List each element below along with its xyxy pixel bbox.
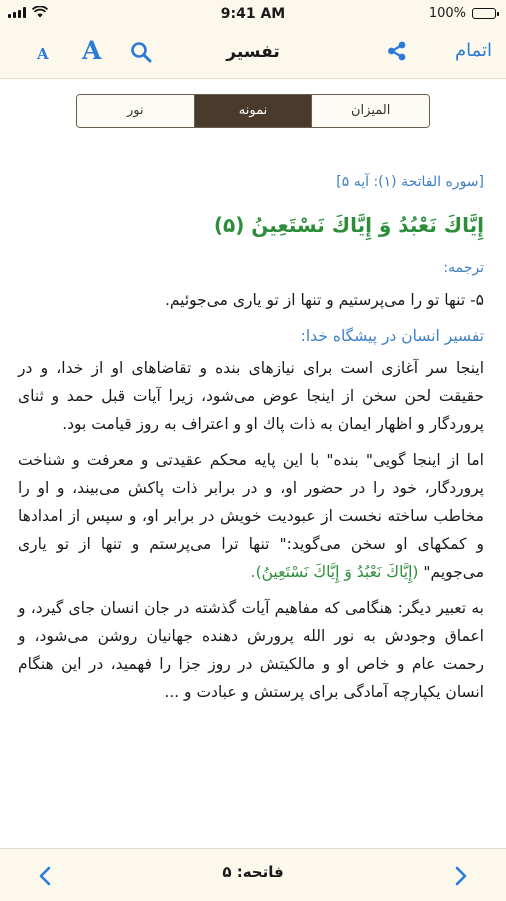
tab-noor[interactable]: نور [77, 95, 194, 127]
font-increase-button[interactable]: A [82, 36, 102, 65]
bottom-navigation-bar [0, 848, 506, 901]
sura-reference: [سوره الفاتحة (۱): آیه ۵] [336, 174, 484, 190]
page-title: تفسیر [226, 42, 280, 62]
translation-label: ترجمه: [443, 260, 484, 276]
share-icon [386, 40, 408, 62]
translation-text: ۵- تنها تو را می‌پرستیم و تنها از تو یاری می‌جوئیم. [164, 291, 484, 309]
paragraph [18, 446, 484, 586]
paragraph-text: اما از اینجا گویی" بنده" با این پایه محکم عقیدتی و معرفت و شناخت پروردگار، خود را در حضور او، و در برابر ذات پاکش می‌بیند، و او را مخاطب ساخته نخست از عبودیت خویش در برابر او، و سپس از امدادها و کمکهای او سخن می‌گوید:" تنها ترا می‌پرستم و تنها از تو یاری می‌جویم" [18, 451, 484, 581]
paragraph: اینجا سر آغازی است برای نیازهای بنده و تقاضاهای او از خدا، و در حقیقت لحن سخن از اینجا عوض می‌شود، زیرا آیات قبل حمد و ثنای پروردگار و اظهار ایمان به ذات پاك او و اعتراف به روز قیامت بود. [18, 359, 484, 433]
paragraph: به تعبیر دیگر: هنگامی که مفاهیم آیات گذشته در جان انسان جای گیرد، و اعماق وجودش به نور الله پرورش دهنده جهانیان روشن می‌شود، و رحمت عام و خاص او و مالکیتش در روز جزا را فهمید، در این هنگام انسان یکپارچه آمادگی برای پرستش و عبادت و ... [18, 599, 484, 701]
share-button[interactable] [386, 40, 408, 66]
done-button[interactable]: اتمام [454, 40, 492, 61]
battery-icon [472, 8, 496, 19]
tab-nemooneh[interactable]: نمونه [194, 95, 312, 127]
tab-almizan[interactable]: المیزان [311, 95, 429, 127]
status-time: 9:41 AM [220, 6, 286, 22]
section-heading: تفسیر انسان در پیشگاه خدا: [300, 327, 484, 345]
tafsir-source-tabs [76, 94, 430, 128]
next-verse-button[interactable] [454, 865, 468, 891]
arabic-verse: إِيَّاكَ نَعْبُدُ وَ إِيَّاكَ نَسْتَعِينُ (۵) [213, 213, 484, 237]
font-decrease-button[interactable]: A [37, 45, 49, 63]
status-bar [0, 0, 506, 28]
battery-percent: 100% [428, 6, 466, 21]
tafsir-content [18, 168, 484, 714]
status-right [429, 6, 496, 21]
chevron-right-icon [454, 865, 468, 887]
navigation-bar [0, 28, 506, 79]
inline-verse: (إِيَّاكَ نَعْبُدُ وَ إِيَّاكَ نَسْتَعِينُ). [250, 563, 419, 581]
current-location: فاتحه: ۵ [222, 863, 284, 881]
